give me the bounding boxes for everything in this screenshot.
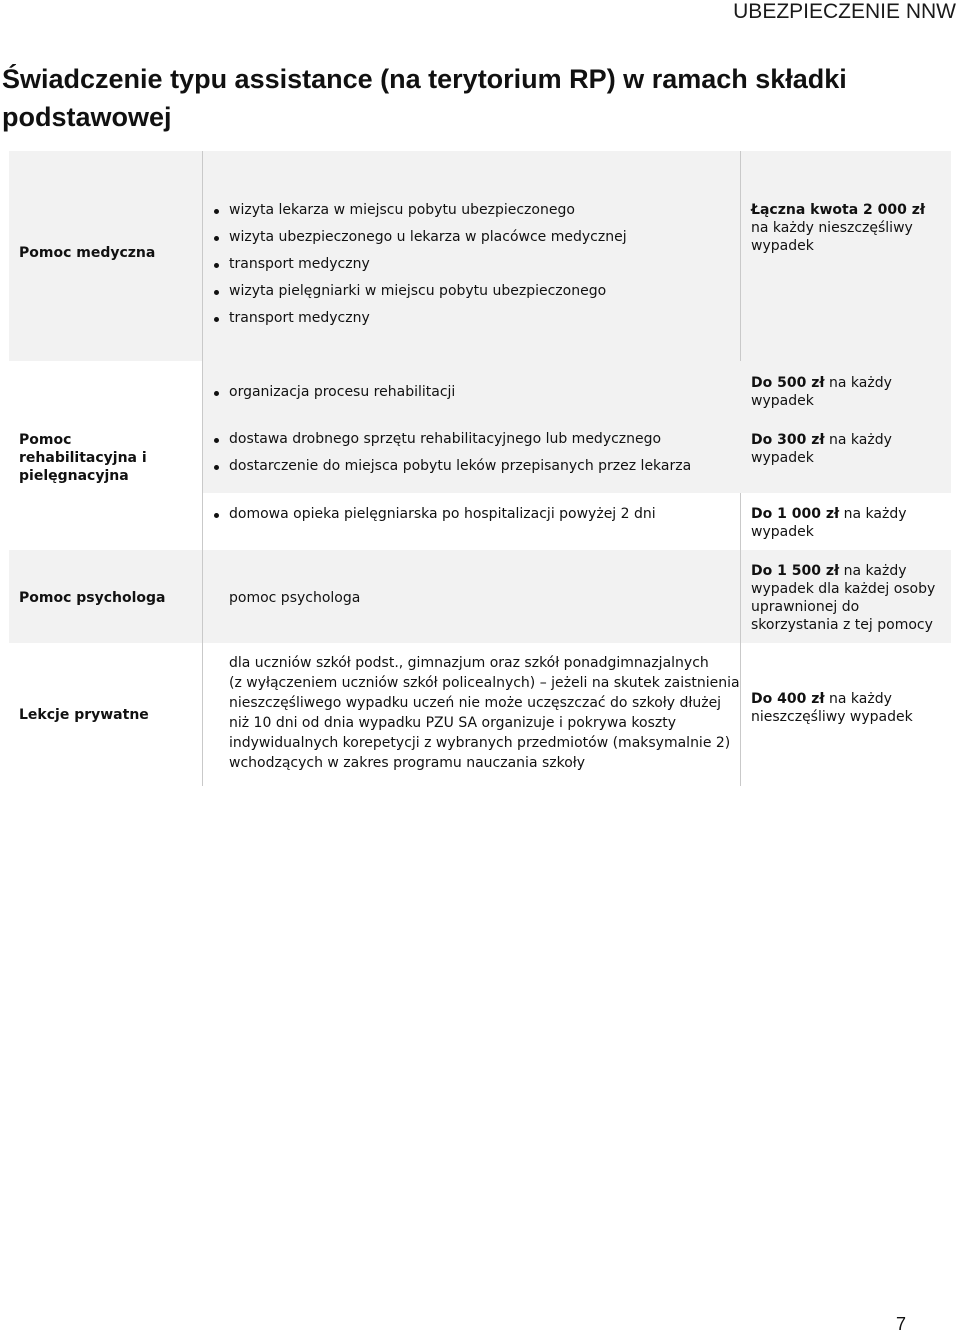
text-line: (z wyłączeniem uczniów szkół policealnych) – jeżeli na skutek zaistnienia — [229, 675, 740, 691]
list-item: organizacja procesu rehabilitacji — [214, 379, 455, 406]
text-line: niż 10 dni od dnia wypadku PZU SA organizuje i pokrywa koszty — [229, 715, 676, 731]
page-title: Świadczenie typu assistance (na terytorium RP) w ramach składki podstawowej — [2, 64, 847, 132]
amount-bold: Do 500 zł — [751, 375, 825, 391]
column-divider — [202, 550, 203, 643]
service-list — [214, 501, 656, 528]
column-divider — [740, 643, 741, 786]
service-text: pomoc psychologa — [229, 590, 361, 606]
amount-bold: Do 300 zł — [751, 432, 825, 448]
list-item: domowa opieka pielęgniarska po hospitalizacji powyżej 2 dni — [214, 501, 656, 528]
row-label: Lekcje prywatne — [19, 707, 149, 723]
row-label: Pomoc psychologa — [19, 590, 166, 606]
service-list — [214, 426, 691, 480]
page-number: 7 — [895, 1314, 906, 1334]
list-item: wizyta ubezpieczonego u lekarza w placówce medycznej — [214, 224, 627, 251]
limit-amount — [751, 201, 947, 255]
amount-rest: na każdy nieszczęśliwy wypadek — [751, 220, 913, 254]
list-item: dostawa drobnego sprzętu rehabilitacyjnego lub medycznego — [214, 426, 691, 453]
amount-bold: Do 400 zł — [751, 691, 825, 707]
amount-rest: na każdy wypadek dla każdej osoby uprawnionej do skorzystania z tej pomocy — [751, 563, 936, 633]
service-list — [214, 197, 627, 332]
row-pomoc-medyczna — [9, 151, 951, 361]
row-label: Pomoc medyczna — [19, 245, 156, 261]
text-line: nieszczęśliwego wypadku uczeń nie może uczęszczać do szkoły dłużej — [229, 695, 722, 711]
list-item: wizyta lekarza w miejscu pobytu ubezpieczonego — [214, 197, 627, 224]
limit-amount — [751, 562, 947, 634]
amount-bold: Do 1 500 zł — [751, 563, 840, 579]
amount-bold: Łączna kwota 2 000 zł — [751, 202, 926, 218]
service-list — [214, 379, 455, 406]
row-pomoc-psychologa — [9, 550, 951, 643]
text-line: indywidualnych korepetycji z wybranych przedmiotów (maksymalnie 2) — [229, 735, 731, 751]
row-pomoc-rehabilitacyjna — [9, 361, 951, 550]
limit-amount — [751, 374, 947, 410]
amount-rest: na każdy nieszczęśliwy wypadek — [751, 691, 913, 725]
amount-rest: na każdy wypadek — [751, 506, 907, 540]
limit-amount — [751, 690, 947, 726]
list-item: transport medyczny — [214, 251, 627, 278]
list-item: wizyta pielęgniarki w miejscu pobytu ubezpieczonego — [214, 278, 627, 305]
text-line: dla uczniów szkół podst., gimnazjum oraz szkół ponadgimnazjalnych — [229, 655, 709, 671]
list-item: transport medyczny — [214, 305, 627, 332]
amount-rest: na każdy wypadek — [751, 432, 892, 466]
column-divider — [740, 151, 741, 361]
column-divider — [202, 643, 203, 786]
column-divider — [202, 151, 203, 361]
limit-amount — [751, 505, 947, 541]
row-lekcje-prywatne — [9, 643, 951, 786]
text-line: wchodzących w zakres programu nauczania szkoły — [229, 755, 586, 771]
service-text — [229, 653, 740, 773]
amount-rest: na każdy wypadek — [751, 375, 892, 409]
column-divider — [740, 550, 741, 643]
list-item: dostarczenie do miejsca pobytu leków przepisanych przez lekarza — [214, 453, 691, 480]
limit-amount — [751, 431, 947, 467]
amount-bold: Do 1 000 zł — [751, 506, 840, 522]
row-label: Pomoc rehabilitacyjna i pielęgnacyjna — [19, 432, 147, 484]
document-header: UBEZPIECZENIE NNW — [733, 0, 956, 23]
